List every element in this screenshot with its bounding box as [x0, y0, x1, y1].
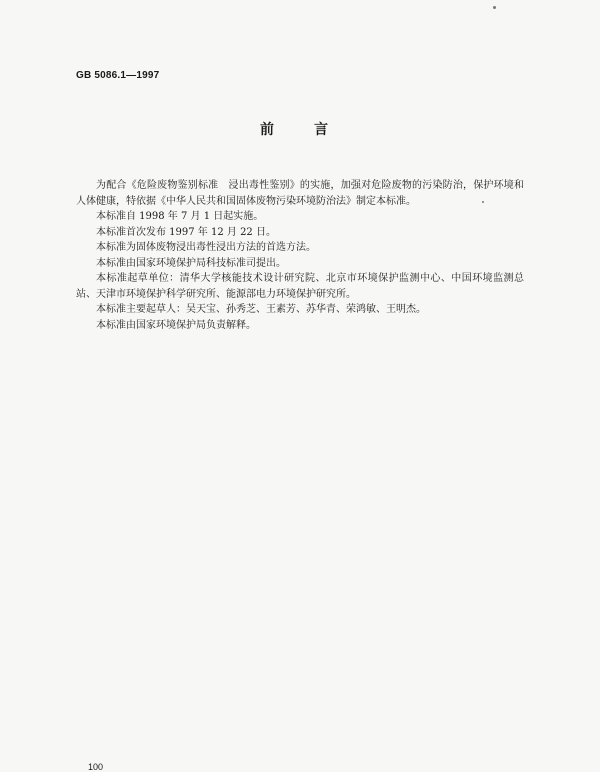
page-number: 100 [88, 762, 104, 772]
document-body [76, 178, 524, 333]
paragraph-first-release: 本标准首次发布 1997 年 12 月 22 日。 [96, 226, 276, 238]
paragraph-method: 本标准为固体废物浸出毒性浸出方法的首选方法。 [96, 242, 316, 253]
section-title: 前言 [260, 122, 368, 138]
scan-speck [493, 6, 496, 9]
paragraph-proposer: 本标准由国家环境保护局科技标准司提出。 [96, 257, 286, 269]
paragraph-drafters: 本标准主要起草人：吴天宝、孙秀芝、王素芳、苏华青、荣鸿敏、王明杰。 [96, 304, 426, 315]
paragraph-drafting-units: 本标准起草单位：清华大学核能技术设计研究院、北京市环境保护监测中心、中国环境监测总站、天津市环境保护科学研究所、能源部电力环境保护研究所。 [76, 273, 524, 300]
standard-code: GB 5086.1—1997 [76, 70, 160, 81]
paragraph-interpretation: 本标准由国家环境保护局负责解释。 [96, 319, 256, 331]
paragraph-effective-date: 本标准自 1998 年 7 月 1 日起实施。 [96, 211, 264, 222]
paragraph-intro: 为配合《危险废物鉴别标准 浸出毒性鉴别》的实施，加强对危险废物的污染防治，保护环境和人体健康，特依据《中华人民共和国固体废物污染环境防治法》制定本标准。 [76, 180, 524, 207]
scan-speck [482, 201, 484, 203]
